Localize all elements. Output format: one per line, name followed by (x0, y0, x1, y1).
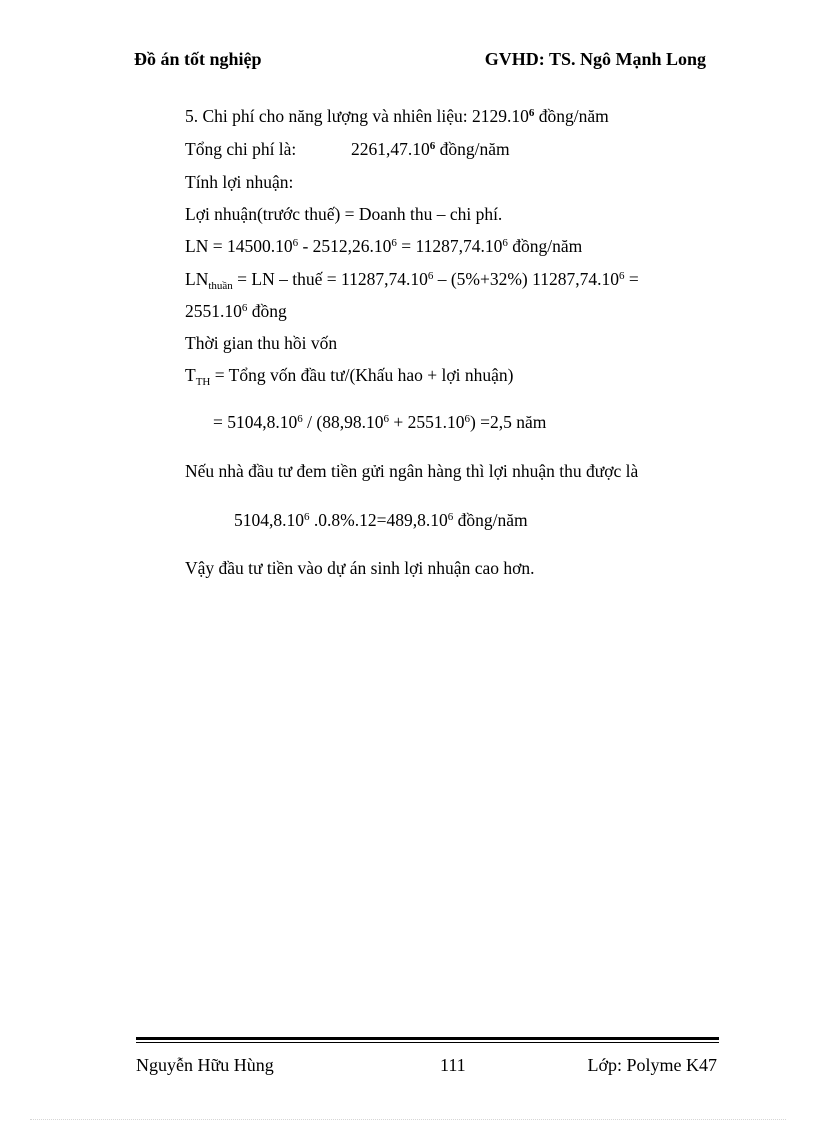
line-payback-heading: Thời gian thu hồi vốn (185, 333, 338, 353)
page-number: 111 (440, 1055, 466, 1075)
text: / (88,98.10 (302, 412, 384, 432)
exponent: 6 (391, 237, 397, 249)
text: 2551.10 (185, 301, 242, 321)
exponent: 6 (429, 140, 436, 152)
text: = 5104,8.10 (213, 412, 298, 432)
footer-rule-thick (136, 1037, 719, 1040)
text: Tổng chi phí là: (185, 139, 297, 159)
exponent: 6 (447, 511, 454, 523)
exponent: 6 (427, 270, 434, 282)
footer-rule-thin (136, 1042, 719, 1043)
line-ln (185, 236, 582, 257)
footer-class: Lớp: Polyme K47 (587, 1055, 717, 1075)
exponent: 6 (297, 413, 303, 425)
line-profit-formula: Lợi nhuận(trước thuế) = Doanh thu – chi phí. (185, 204, 503, 224)
page-edge-divider (30, 1119, 786, 1120)
text: 5104,8.10 (234, 510, 304, 530)
header-left: Đồ án tốt nghiệp (134, 49, 262, 69)
exponent: 6 (618, 270, 625, 282)
line-bank-result (234, 510, 528, 531)
text: – (5%+32%) 11287,74.10 (433, 269, 619, 289)
text: đồng/năm (435, 139, 510, 159)
text: LN (185, 269, 209, 289)
exponent: 6 (464, 413, 470, 425)
total-cost-value (351, 139, 510, 160)
text: = LN – thuế = 11287,74.10 (232, 269, 428, 289)
line-payback-result (213, 412, 546, 433)
text: - 2512,26.10 (298, 236, 392, 256)
text: đồng (247, 301, 287, 321)
text: = Tổng vốn đầu tư/(Khấu hao + lợi nhuận) (210, 365, 514, 385)
text: .0.8%.12=489,8.10 (309, 510, 448, 530)
footer-author: Nguyễn Hữu Hùng (136, 1055, 274, 1075)
exponent: 6 (383, 413, 389, 425)
text: + 2551.10 (388, 412, 465, 432)
line-profit-heading: Tính lợi nhuận: (185, 172, 294, 192)
line-total-cost (185, 139, 510, 160)
text: đồng/năm (507, 236, 583, 256)
exponent: 6 (502, 237, 508, 249)
text: = (624, 269, 639, 289)
line-ln-net-result (185, 301, 287, 322)
exponent: 6 (241, 302, 248, 314)
text: ) =2,5 năm (469, 412, 547, 432)
text: đồng/năm (453, 510, 528, 530)
subscript: TH (195, 376, 211, 388)
line-conclusion: Vậy đầu tư tiền vào dự án sinh lợi nhuận cao hơn. (185, 558, 535, 578)
text: 2261,47.10 (351, 139, 430, 159)
text: LN = 14500.10 (185, 236, 293, 256)
line-energy-cost (185, 106, 609, 127)
text: đồng/năm (534, 106, 609, 126)
exponent: 6 (528, 107, 535, 119)
text: T (185, 365, 196, 385)
line-payback-formula (185, 365, 513, 386)
text: 5. Chi phí cho năng lượng và nhiên liệu: 2129.10 (185, 106, 529, 126)
exponent: 6 (292, 237, 299, 249)
subscript: thuần (208, 280, 233, 292)
exponent: 6 (304, 511, 310, 523)
line-bank-deposit: Nếu nhà đầu tư đem tiền gửi ngân hàng thì lợi nhuận thu được là (185, 461, 639, 481)
line-ln-net (185, 269, 639, 290)
header-right: GVHD: TS. Ngô Mạnh Long (484, 49, 706, 69)
text: = 11287,74.10 (396, 236, 503, 256)
